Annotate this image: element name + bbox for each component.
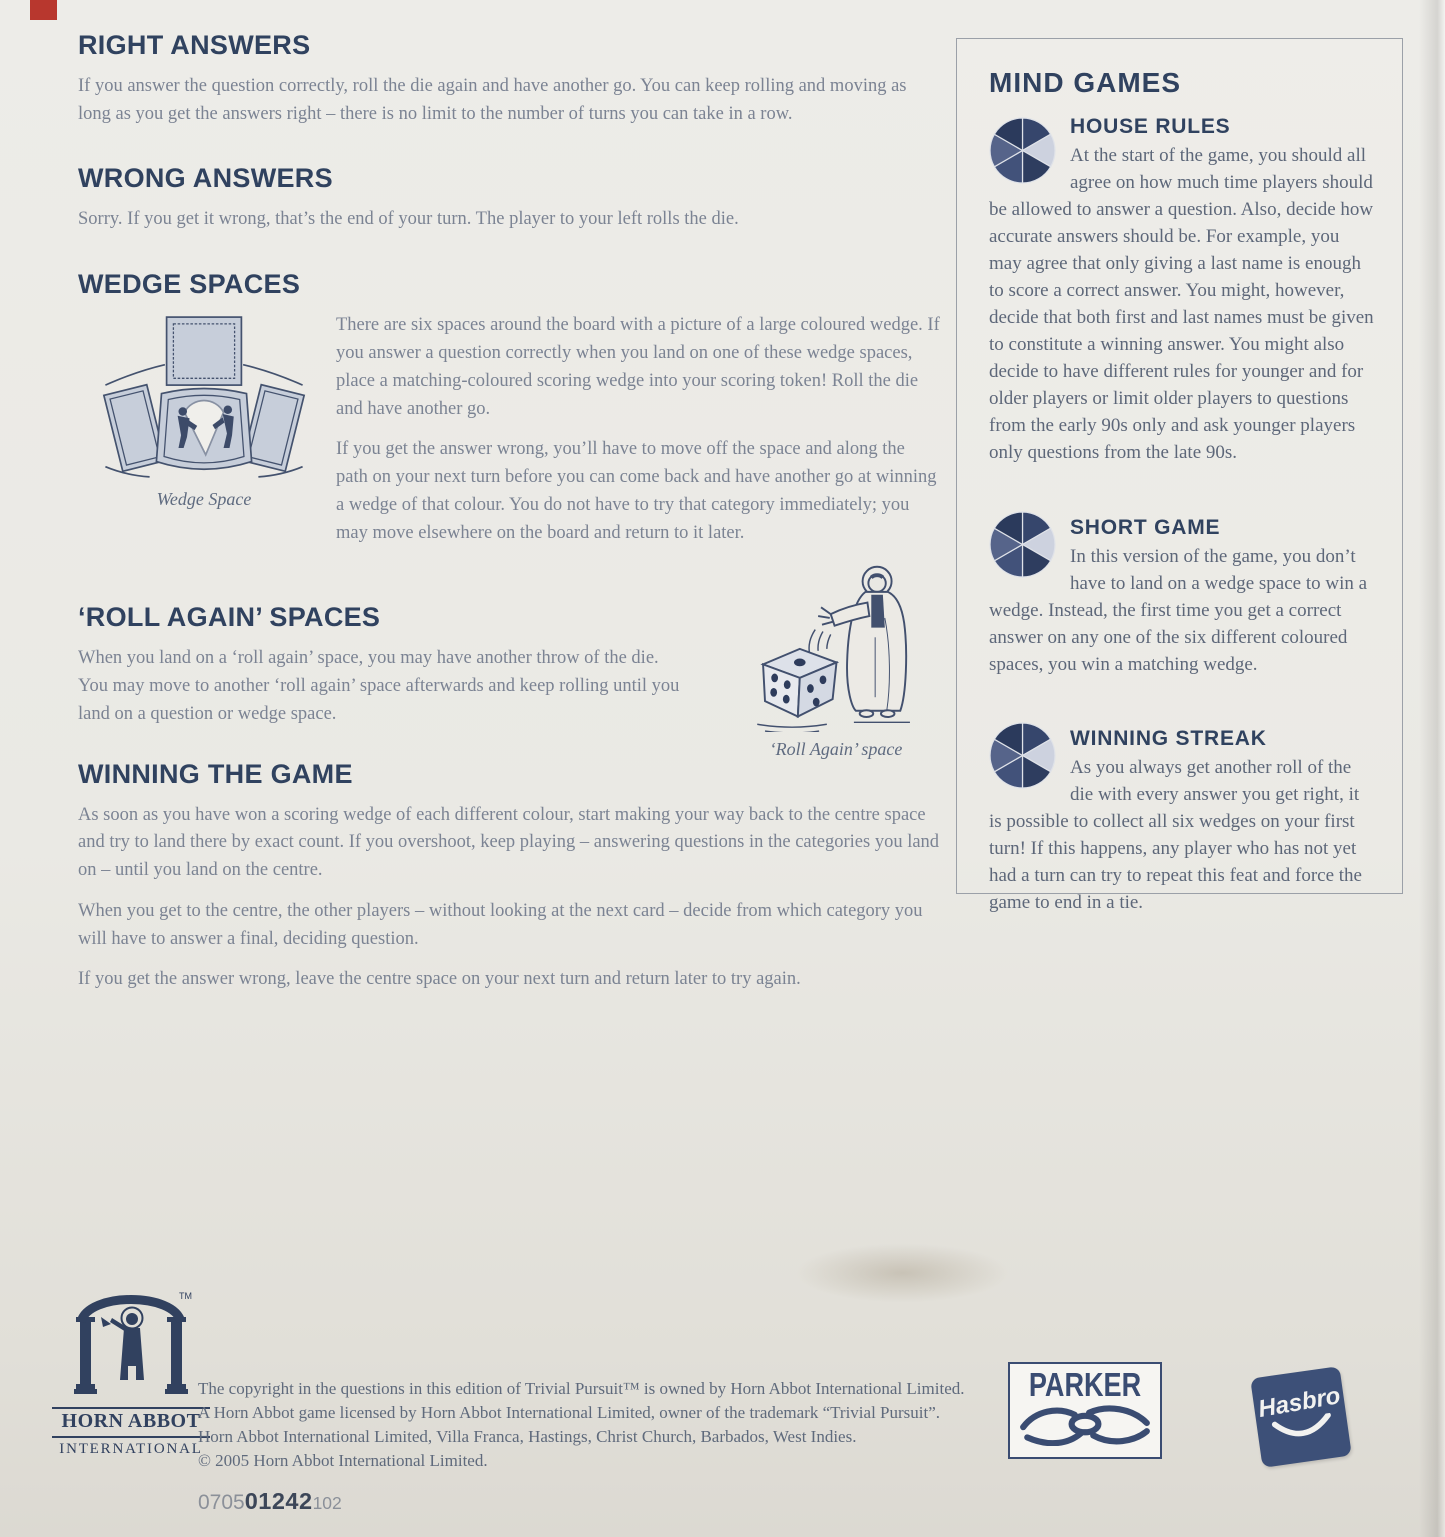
page-edge-shadow <box>1419 0 1445 1537</box>
copyright-line: A Horn Abbot game licensed by Horn Abbot International Limited, owner of the trademark “Trivial Pursuit”. <box>198 1403 941 1423</box>
roll-again-illustration <box>729 560 944 732</box>
short-game-text: In this version of the game, you don’t have to land on a wedge space to win a wedge. Instead, the first time you get a correct answer on any one of the six different coloured spaces, you win a matching wedge. <box>989 545 1368 675</box>
house-rules-text: At the start of the game, you should all agree on how much time players should be allowed to answer a question. Also, decide how accurate answers should be. For example, you may agree that only giving a last name is enough to score a correct answer. You might, however, decide that both first and last names must be given to constitute a winning answer. You might also decide to have different rules for younger and for older players or limit older players to questions from the early 90s only and ask younger players only questions from the late 90s. <box>989 145 1374 463</box>
horn-abbot-name: HORN ABBOT <box>52 1407 210 1438</box>
wedge-pie-icon <box>989 117 1056 184</box>
roll-again-figure <box>720 560 952 760</box>
horn-abbot-subname: INTERNATIONAL <box>59 1441 203 1457</box>
wedge-pie-icon <box>989 511 1056 578</box>
mind-games-panel <box>956 38 1403 914</box>
section-winning <box>78 759 940 995</box>
house-rules-heading: HOUSE RULES <box>1070 115 1231 138</box>
red-corner-mark <box>30 0 57 20</box>
winning-text-1: As soon as you have won a scoring wedge of each different colour, start making your way back to the centre space and try to land there by exact count. If you overshoot, keep playing – answering questions in the categories you land on – until you land on the centre. <box>78 804 940 880</box>
product-code-prefix: 0705 <box>198 1491 245 1514</box>
roll-again-caption: ‘Roll Again’ space <box>769 739 903 760</box>
right-answers-text: If you answer the question correctly, roll the die again and have another go. You can keep rolling and moving as long as you get the answers right – there is no limit to the number of turns you can take in a row. <box>78 76 907 124</box>
wedge-space-figure <box>78 312 330 560</box>
copyright-line: The copyright in the questions in this edition of Trivial Pursuit™ is owned by Horn Abbot International Limited. <box>198 1379 965 1398</box>
roll-again-heading: ‘ROLL AGAIN’ SPACES <box>78 602 381 633</box>
wedge-spaces-text-1: There are six spaces around the board with a picture of a large coloured wedge. If you answer a question correctly when you land on one of these wedge spaces, place a matching-coloured scoring wedge into your scoring token! Roll the die and have another go. <box>336 315 940 419</box>
mind-games-heading: MIND GAMES <box>989 67 1181 98</box>
horn-abbot-tm: TM <box>179 1291 192 1301</box>
copyright-line: Horn Abbot International Limited, Villa Franca, Hastings, Christ Church, Barbados, West Indies. <box>198 1427 857 1447</box>
product-code-main: 01242 <box>244 1488 313 1514</box>
winning-streak-text: As you always get another roll of the die with every answer you get right, it is possible to collect all six wedges on your first turn! If this happens, any player who has not yet had a turn can try to repeat this feat and force the game to end in a tie. <box>989 757 1362 914</box>
horn-abbot-logo <box>52 1288 210 1458</box>
wrong-answers-text: Sorry. If you get it wrong, that’s the end of your turn. The player to your left rolls the die. <box>78 208 739 229</box>
wedge-spaces-text-2: If you get the answer wrong, you’ll have to move off the space and along the path on your next turn before you can come back and have another go at winning a wedge of that colour. You do not have to try that category immediately; you may move elsewhere on the board and return to it later. <box>336 439 937 543</box>
section-wedge-spaces <box>78 269 940 560</box>
copyright-block <box>198 1377 965 1474</box>
horn-abbot-arch-icon <box>65 1288 197 1400</box>
wedge-space-caption: Wedge Space <box>156 489 252 510</box>
wedge-space-illustration <box>86 312 322 482</box>
winning-text-3: If you get the answer wrong, leave the centre space on your next turn and return later to try again. <box>78 969 801 990</box>
copyright-line: © 2005 Horn Abbot International Limited. <box>198 1451 488 1471</box>
mind-games-item-winning-streak <box>989 678 1374 917</box>
right-answers-heading: RIGHT ANSWERS <box>78 30 311 60</box>
hasbro-wordmark: Hasbro <box>1255 1382 1343 1424</box>
wrong-answers-heading: WRONG ANSWERS <box>78 162 333 193</box>
product-code <box>198 1488 342 1515</box>
hasbro-logo <box>1250 1366 1352 1468</box>
wedge-pie-icon <box>989 722 1056 789</box>
parker-wordmark: PARKER <box>1028 1366 1142 1403</box>
rules-main-column <box>78 30 940 1007</box>
short-game-heading: SHORT GAME <box>1070 515 1221 539</box>
winning-heading: WINNING THE GAME <box>78 758 353 789</box>
roll-again-text: When you land on a ‘roll again’ space, you may have another throw of the die. You may move to another ‘roll again’ space afterwards and keep rolling until you land on a question or wedge space. <box>78 648 680 724</box>
winning-text-2: When you get to the centre, the other players – without looking at the next card – decide from which category you will have to answer a final, deciding question. <box>78 900 923 949</box>
parker-logo <box>1008 1362 1162 1459</box>
photo-shadow <box>795 1243 1010 1303</box>
product-code-suffix: 102 <box>312 1493 342 1513</box>
winning-streak-heading: WINNING STREAK <box>1070 727 1267 751</box>
mind-games-item-house-rules <box>989 115 1374 467</box>
parker-swirl-icon <box>1017 1400 1153 1446</box>
section-roll-again <box>78 602 940 760</box>
section-right-answers <box>78 30 940 129</box>
section-wrong-answers <box>78 163 940 234</box>
wedge-spaces-heading: WEDGE SPACES <box>78 269 301 300</box>
mind-games-item-short-game <box>989 467 1374 679</box>
